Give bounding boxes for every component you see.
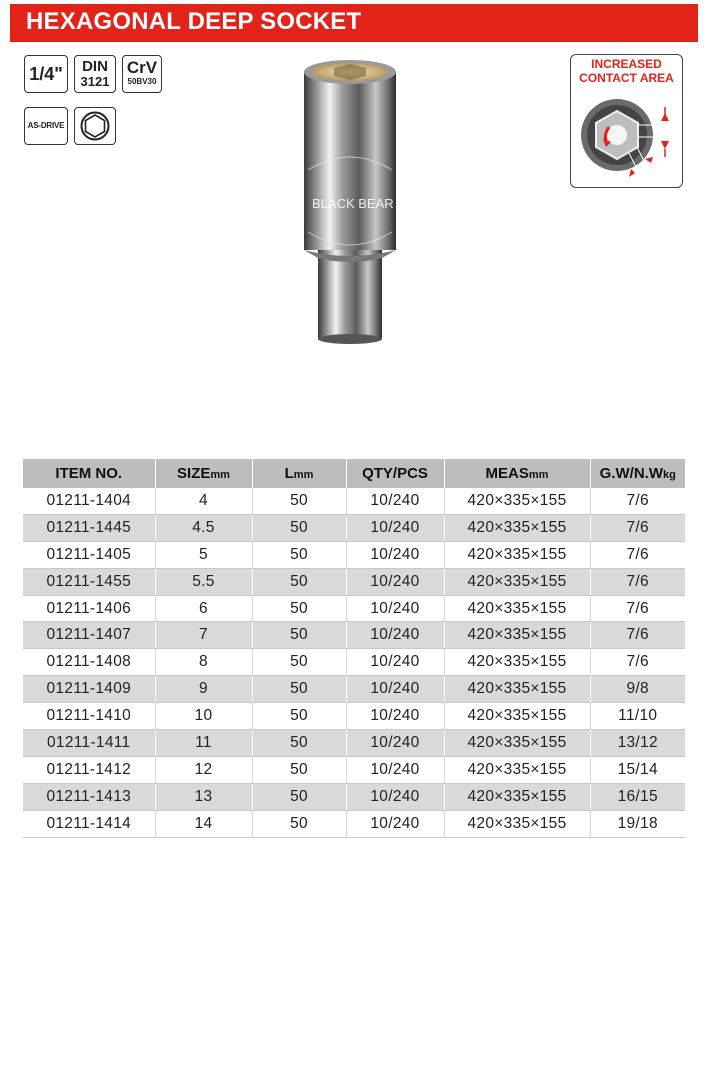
table-cell: 10/240 (346, 703, 444, 730)
contact-area-line2: CONTACT AREA (579, 71, 674, 85)
table-cell: 7/6 (590, 649, 685, 676)
table-cell: 10/240 (346, 514, 444, 541)
table-cell: 420×335×155 (444, 514, 590, 541)
column-header (155, 459, 252, 488)
table-row (23, 568, 685, 595)
table-cell: 50 (252, 622, 346, 649)
table-cell: 7 (155, 622, 252, 649)
table-cell: 01211-1414 (23, 810, 155, 837)
table-cell: 01211-1413 (23, 783, 155, 810)
table-cell: 50 (252, 541, 346, 568)
table-row (23, 595, 685, 622)
table-cell: 15/14 (590, 756, 685, 783)
table-cell: 8 (155, 649, 252, 676)
table-cell: 420×335×155 (444, 622, 590, 649)
table-cell: 7/6 (590, 514, 685, 541)
table-cell: 01211-1445 (23, 514, 155, 541)
table-cell: 50 (252, 783, 346, 810)
column-header-unit: kg (662, 469, 676, 481)
table-cell: 10/240 (346, 810, 444, 837)
din-standard-badge (74, 55, 116, 93)
table-cell: 7/6 (590, 541, 685, 568)
brand-engraving: BLACK BEAR (312, 196, 394, 211)
column-header (590, 459, 685, 488)
table-cell: 420×335×155 (444, 649, 590, 676)
table-cell: 10/240 (346, 676, 444, 703)
table-cell: 10/240 (346, 756, 444, 783)
deep-socket-image (290, 52, 430, 352)
table-cell: 50 (252, 730, 346, 757)
table-cell: 420×335×155 (444, 568, 590, 595)
table-cell: 50 (252, 703, 346, 730)
table-cell: 7/6 (590, 568, 685, 595)
column-header-unit: mm (293, 469, 314, 481)
table-cell: 01211-1455 (23, 568, 155, 595)
table-cell: 10/240 (346, 488, 444, 514)
table-cell: 10/240 (346, 541, 444, 568)
table-cell: 10/240 (346, 568, 444, 595)
table-cell: 7/6 (590, 595, 685, 622)
page-title: HEXAGONAL DEEP SOCKET (26, 8, 362, 35)
table-cell: 5 (155, 541, 252, 568)
column-header (346, 459, 444, 488)
table-cell: 01211-1406 (23, 595, 155, 622)
table-cell: 7/6 (590, 622, 685, 649)
specification-table (23, 459, 685, 838)
table-cell: 14 (155, 810, 252, 837)
table-cell: 6 (155, 595, 252, 622)
table-row (23, 676, 685, 703)
table-cell: 01211-1412 (23, 756, 155, 783)
table-cell: 420×335×155 (444, 810, 590, 837)
table-row (23, 810, 685, 837)
contact-area-line1: INCREASED (591, 57, 662, 71)
table-cell: 10/240 (346, 649, 444, 676)
hexagon-profile-badge (74, 107, 116, 145)
table-cell: 50 (252, 568, 346, 595)
column-header-label: G.W/N.W (599, 465, 663, 482)
table-cell: 11 (155, 730, 252, 757)
table-row (23, 649, 685, 676)
table-cell: 10/240 (346, 595, 444, 622)
table-row (23, 488, 685, 514)
material-badge (122, 55, 162, 93)
table-cell: 4.5 (155, 514, 252, 541)
table-cell: 420×335×155 (444, 703, 590, 730)
table-cell: 50 (252, 488, 346, 514)
column-header (444, 459, 590, 488)
table-cell: 16/15 (590, 783, 685, 810)
column-header-label: QTY/PCS (362, 465, 428, 482)
table-row (23, 730, 685, 757)
table-row (23, 703, 685, 730)
column-header-label: SIZE (177, 465, 211, 482)
as-drive-badge: AS-DRIVE (24, 107, 68, 145)
table-cell: 01211-1409 (23, 676, 155, 703)
column-header-label: ITEM NO. (55, 465, 123, 482)
table-cell: 420×335×155 (444, 595, 590, 622)
table-cell: 01211-1405 (23, 541, 155, 568)
table-cell: 50 (252, 756, 346, 783)
table-cell: 19/18 (590, 810, 685, 837)
column-header-unit: mm (528, 469, 549, 481)
table-cell: 01211-1408 (23, 649, 155, 676)
title-bar (10, 4, 698, 42)
table-cell: 12 (155, 756, 252, 783)
table-cell: 420×335×155 (444, 676, 590, 703)
table-cell: 9 (155, 676, 252, 703)
table-cell: 10 (155, 703, 252, 730)
contact-area-panel (570, 54, 683, 188)
contact-area-diagram-icon (573, 85, 679, 185)
table-row (23, 783, 685, 810)
table-cell: 13/12 (590, 730, 685, 757)
material-label: CrV (126, 58, 158, 77)
column-header (252, 459, 346, 488)
column-header-label: MEAS (485, 465, 529, 482)
table-cell: 10/240 (346, 783, 444, 810)
hexagon-profile-icon (79, 111, 111, 141)
table-cell: 50 (252, 595, 346, 622)
table-cell: 11/10 (590, 703, 685, 730)
table-cell: 50 (252, 810, 346, 837)
table-cell: 4 (155, 488, 252, 514)
table-row (23, 756, 685, 783)
table-cell: 420×335×155 (444, 488, 590, 514)
table-cell: 50 (252, 649, 346, 676)
material-grade: 50BV30 (127, 77, 157, 86)
table-cell: 01211-1404 (23, 488, 155, 514)
table-cell: 10/240 (346, 622, 444, 649)
drive-size-badge: 1/4" (24, 55, 68, 93)
table-cell: 9/8 (590, 676, 685, 703)
table-cell: 01211-1410 (23, 703, 155, 730)
table-cell: 420×335×155 (444, 756, 590, 783)
table-cell: 7/6 (590, 488, 685, 514)
table-cell: 01211-1411 (23, 730, 155, 757)
table-cell: 420×335×155 (444, 783, 590, 810)
table-cell: 50 (252, 676, 346, 703)
table-cell: 10/240 (346, 730, 444, 757)
table-row (23, 541, 685, 568)
table-cell: 01211-1407 (23, 622, 155, 649)
table-row (23, 622, 685, 649)
table-cell: 420×335×155 (444, 541, 590, 568)
din-number: 3121 (80, 74, 110, 89)
table-cell: 13 (155, 783, 252, 810)
table-cell: 420×335×155 (444, 730, 590, 757)
column-header-label: L (284, 465, 294, 482)
table-cell: 50 (252, 514, 346, 541)
table-header-row (23, 459, 685, 488)
column-header (23, 459, 155, 488)
table-row (23, 514, 685, 541)
table-cell: 5.5 (155, 568, 252, 595)
din-label: DIN (82, 58, 108, 75)
column-header-unit: mm (210, 469, 230, 481)
